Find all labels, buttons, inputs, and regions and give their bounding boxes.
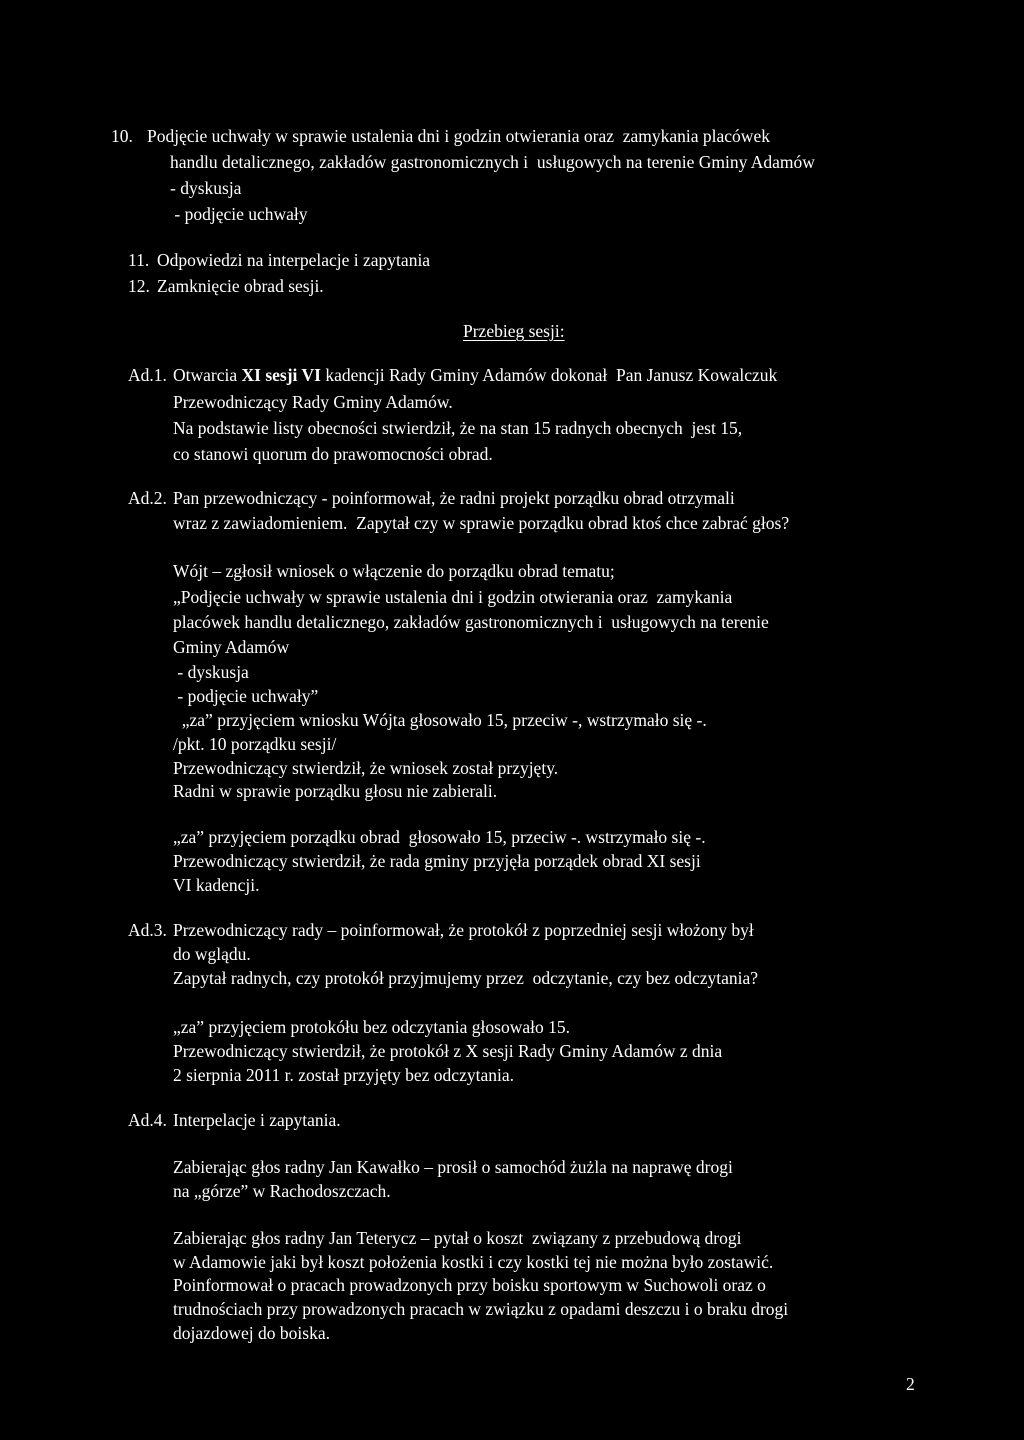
ad3-line-4: „za” przyjęciem protokółu bez odczytania głosowało 15. [173, 1017, 570, 1037]
ad3-line-3: Zapytał radnych, czy protokół przyjmujemy przez odczytanie, czy bez odczytania? [173, 968, 759, 988]
ad3-line-1: Przewodniczący rady – poinformował, że protokół z poprzedniej sesji włożony był [173, 920, 754, 940]
ad2-line-15: VI kadencji. [173, 875, 260, 895]
ad2-line-4: „Podjęcie uchwały w sprawie ustalenia dni i godzin otwierania oraz zamykania [173, 587, 733, 607]
agenda-item-11-number: 11. [128, 250, 150, 270]
ad4-line-5: w Adamowie jaki był koszt położenia kostki i czy kostki tej nie można było zostawić. [173, 1252, 774, 1272]
ad2-line-13: „za” przyjęciem porządku obrad głosowało 15, przeciw -. wstrzymało się -. [173, 827, 706, 847]
ad1-line-1-part-c: kadencji Rady Gminy Adamów dokonał Pan Janusz Kowalczuk [320, 365, 778, 385]
ad2-line-12: Radni w sprawie porządku głosu nie zabierali. [173, 781, 498, 801]
agenda-item-11-text: Odpowiedzi na interpelacje i zapytania [157, 250, 431, 270]
ad2-line-8: - podjęcie uchwały” [173, 686, 319, 706]
ad2-line-2: wraz z zawiadomieniem. Zapytał czy w sprawie porządku obrad ktoś chce zabrać głos? [173, 513, 790, 533]
page-number: 2 [906, 1374, 915, 1394]
ad1-label: Ad.1. [128, 365, 167, 385]
ad4-line-6: Poinformował o pracach prowadzonych przy boisku sportowym w Suchowoli oraz o [173, 1275, 766, 1295]
ad1-line-1-part-a: Otwarcia [173, 365, 242, 385]
ad2-line-7: - dyskusja [173, 662, 249, 682]
ad4-line-7: trudnościach przy prowadzonych pracach w związku z opadami deszczu i o braku drogi [173, 1299, 789, 1319]
ad4-line-4: Zabierając głos radny Jan Teterycz – pytał o koszt związany z przebudową drogi [173, 1228, 742, 1248]
ad3-line-6: 2 sierpnia 2011 r. został przyjęty bez odczytania. [173, 1065, 514, 1085]
ad3-label: Ad.3. [128, 920, 167, 940]
ad4-label: Ad.4. [128, 1110, 167, 1130]
ad2-line-11: Przewodniczący stwierdził, że wniosek został przyjęty. [173, 758, 559, 778]
ad1-session-bold: XI sesji VI [241, 365, 321, 385]
agenda-item-10-line-1: Podjęcie uchwały w sprawie ustalenia dni i godzin otwierania oraz zamykania placówek [147, 126, 770, 146]
ad2-line-9: „za” przyjęciem wniosku Wójta głosowało 15, przeciw -, wstrzymało się -. [173, 710, 707, 730]
agenda-item-10-line-3: - dyskusja [170, 178, 242, 198]
agenda-item-10-line-4: - podjęcie uchwały [170, 204, 308, 224]
ad2-line-5: placówek handlu detalicznego, zakładów gastronomicznych i usługowych na terenie [173, 612, 769, 632]
ad1-line-1 [173, 367, 777, 385]
ad2-label: Ad.2. [128, 488, 167, 508]
ad4-line-1: Interpelacje i zapytania. [173, 1110, 341, 1130]
ad3-line-2: do wglądu. [173, 944, 251, 964]
section-title: Przebieg sesji: [463, 321, 565, 341]
ad4-line-2: Zabierając głos radny Jan Kawałko – prosił o samochód żużla na naprawę drogi [173, 1157, 733, 1177]
ad1-line-4: co stanowi quorum do prawomocności obrad. [173, 444, 493, 464]
ad4-line-8: dojazdowej do boiska. [173, 1323, 330, 1343]
ad2-line-10: /pkt. 10 porządku sesji/ [173, 734, 337, 754]
ad2-line-3: Wójt – zgłosił wniosek o włączenie do porządku obrad tematu; [173, 561, 615, 581]
ad2-line-1: Pan przewodniczący - poinformował, że radni projekt porządku obrad otrzymali [173, 488, 735, 508]
agenda-item-12-number: 12. [128, 276, 150, 296]
agenda-item-10-number: 10. [111, 126, 133, 146]
agenda-item-12-text: Zamknięcie obrad sesji. [157, 276, 324, 296]
agenda-item-10-line-2: handlu detalicznego, zakładów gastronomicznych i usługowych na terenie Gminy Adamów [170, 152, 815, 172]
ad1-line-3: Na podstawie listy obecności stwierdził, że na stan 15 radnych obecnych jest 15, [173, 418, 743, 438]
ad2-line-14: Przewodniczący stwierdził, że rada gminy przyjęła porządek obrad XI sesji [173, 851, 701, 871]
ad1-line-2: Przewodniczący Rady Gminy Adamów. [173, 392, 453, 412]
ad4-line-3: na „górze” w Rachodoszczach. [173, 1181, 391, 1201]
ad2-line-6: Gminy Adamów [173, 637, 290, 657]
ad3-line-5: Przewodniczący stwierdził, że protokół z X sesji Rady Gminy Adamów z dnia [173, 1041, 723, 1061]
